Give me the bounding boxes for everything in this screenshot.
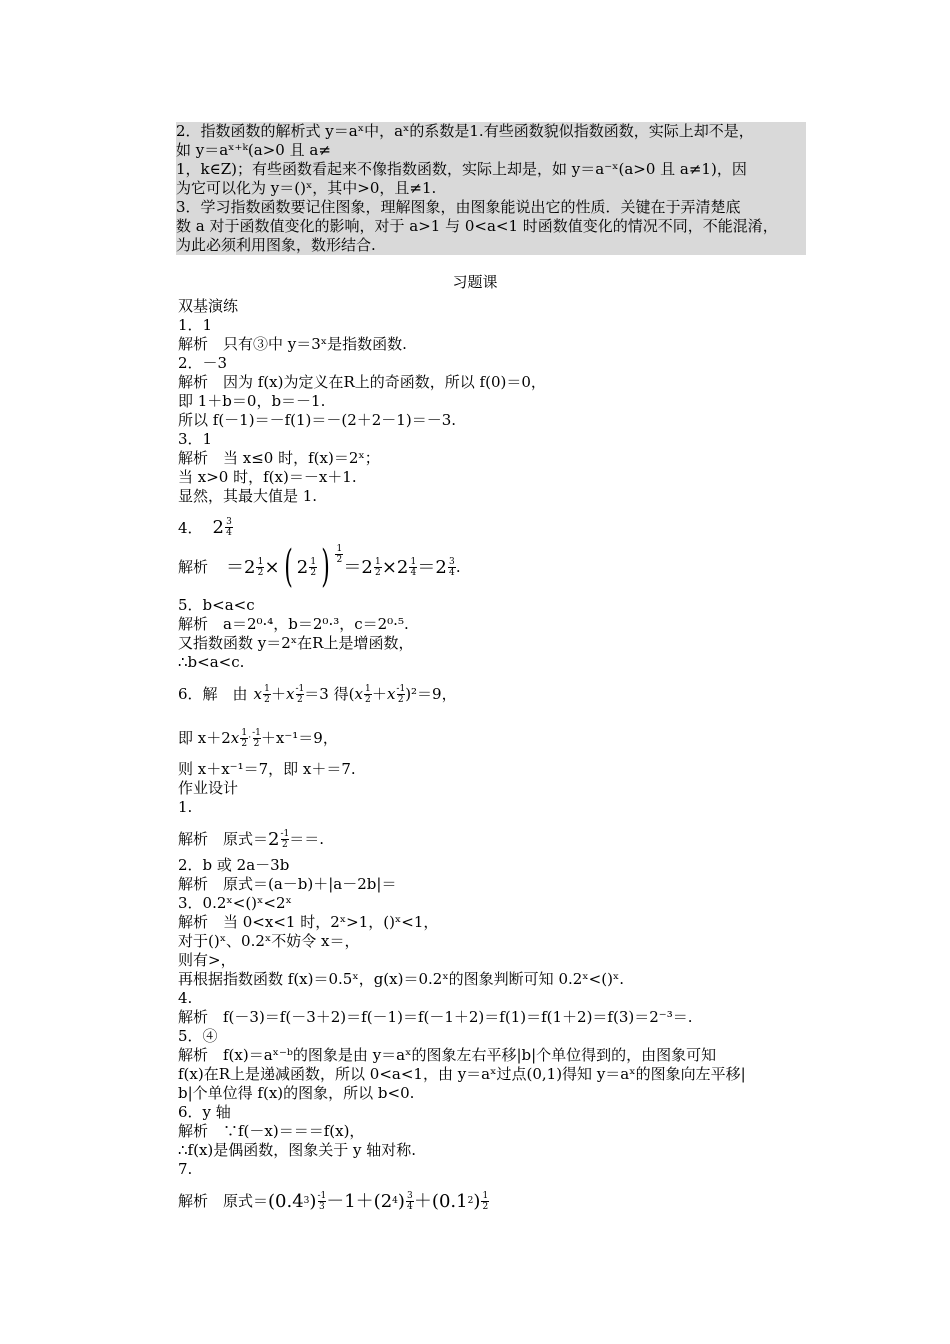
formula-sqrt-x-sum-squared: x $\frac{1}{2}$ ＋ x $\frac{-1}{2}$ [354,683,406,705]
analysis-line-hw7: 解析 原式＝ (0.4 3 ) $\frac{-1}{3}$ －1＋(2 4 ) $\frac{3}{4}$ ＋(0.1 2 ) $\frac{1}{2}$ [178,1190,489,1212]
note-line: 为它可以化为 y＝()ˣ，其中>0，且≠1. [176,179,437,197]
answer-line-6: 6．解 由 x $\frac{1}{2}$ ＋ x $\frac{-1}{2}$ ＝3 得( x $\frac{1}{2}$ ＋ x $\frac{-1}{2}$ )²＝9， [178,683,457,705]
analysis-line: 即 1＋b＝0，b＝－1. [178,392,326,410]
answer-line: 6．y 轴 [178,1103,231,1121]
formula-power-sum: (0.4 3 ) $\frac{-1}{3}$ －1＋(2 4 ) $\frac{3}{4}$ ＋(0.1 2 ) $\frac{1}{2}$ [268,1190,489,1212]
formula-2-pow-3-4: 2 $\frac{3}{4}$ [212,517,232,538]
highlighted-notes [176,122,806,255]
answer-line: 3．1 [178,430,213,448]
analysis-line: 又指数函数 y＝2ˣ在R上是增函数， [178,634,414,652]
analysis-line: 解析 当 0<x<1 时，2ˣ>1，()ˣ<1， [178,913,439,931]
note-line: 2．指数函数的解析式 y＝aˣ中，aˣ的系数是1.有些函数貌似指数函数，实际上却不是， [176,122,754,140]
analysis-line: 解析 a＝2⁰·⁴，b＝2⁰·³，c＝2⁰·⁵. [178,615,409,633]
analysis-line: 显然，其最大值是 1. [178,487,318,505]
analysis-line: ∴f(x)是偶函数，图象关于 y 轴对称. [178,1141,417,1159]
note-line: 如 y＝aˣ⁺ᵏ(a>0 且 a≠ [176,141,331,159]
answer-line: 3．0.2ˣ<()ˣ<2ˣ [178,894,292,912]
analysis-line: 解析 原式＝(a－b)＋|a－2b|＝ [178,875,397,893]
analysis-line: 解析 当 x≤0 时，f(x)＝2ˣ； [178,449,380,467]
formula-sqrt-x-sum: x $\frac{1}{2}$ ＋ x $\frac{-1}{2}$ [253,683,305,705]
answer-line: 5．④ [178,1027,218,1045]
answer-line: 1. [178,798,193,816]
analysis-line: 则有>， [178,951,236,969]
analysis-line-hw1: 解析 原式＝ 2 $\frac{-1}{2}$ ＝＝. [178,828,325,850]
note-line: 1，k∈Z)；有些函数看起来不像指数函数，实际上却是，如 y＝a⁻ˣ(a>0 且 a≠1)，因 [176,160,747,178]
answer-line: 2．b 或 2a－3b [178,856,290,874]
analysis-line: 解析 因为 f(x)为定义在R上的奇函数，所以 f(0)＝0， [178,373,546,391]
formula-power-product: ＝2 $\frac{1}{2}$ × ( 2 $\frac{1}{2}$ ) $\frac{1}{2}$ ＝2 $\frac{1}{2}$ ×2 $\frac{1}{4}$ ＝2 $\frac{3}{4}$ . [226,541,461,592]
answer-line: 4. [178,989,193,1007]
section-title: 习题课 [452,273,498,291]
analysis-line: 当 x>0 时，f(x)＝－x＋1. [178,468,357,486]
analysis-line: 解析 f(x)＝aˣ⁻ᵇ的图象是由 y＝aˣ的图象左右平移|b|个单位得到的，由图象可知 [178,1046,717,1064]
formula-2-pow-neg-half: 2 $\frac{-1}{2}$ [268,828,290,850]
analysis-line: 解析 ∵f(－x)＝＝＝f(x)， [178,1122,365,1140]
exercise-answers [178,297,818,1223]
answer-line: 1．1 [178,316,213,334]
analysis-line: b|个单位得 f(x)的图象，所以 b<0. [178,1084,415,1102]
analysis-line: 再根据指数函数 f(x)＝0.5ˣ，g(x)＝0.2ˣ的图象判断可知 0.2ˣ<()ˣ. [178,970,625,988]
analysis-line: 则 x＋x⁻¹＝7，即 x＋＝7. [178,760,356,778]
analysis-line: ∴b<a<c. [178,653,245,671]
answer-line: 2．－3 [178,354,228,372]
heading-homework: 作业设计 [178,779,239,797]
analysis-line: 解析 只有③中 y＝3ˣ是指数函数. [178,335,407,353]
analysis-line-6: 即 x＋2 x $\frac{1}{2}$ · $\frac{-1}{2}$ ＋x⁻¹＝9， [178,727,338,749]
note-line: 3．学习指数函数要记住图象，理解图象，由图象能说出它的性质．关键在于弄清楚底 [176,198,741,216]
answer-line-4: 4． 2 $\frac{3}{4}$ [178,517,232,538]
analysis-line: f(x)在R上是递减函数，所以 0<a<1，由 y＝aˣ过点(0,1)得知 y＝aˣ的图象向左平移| [178,1065,746,1083]
answer-line: 7. [178,1160,193,1178]
analysis-line-4: 解析 ＝2 $\frac{1}{2}$ × ( 2 $\frac{1}{2}$ ) $\frac{1}{2}$ ＝2 $\frac{1}{2}$ ×2 $\frac{1}{4}$ ＝2 $\frac{3}{4}$ . [178,541,461,592]
analysis-line: 所以 f(－1)＝－f(1)＝－(2＋2－1)＝－3. [178,411,457,429]
heading-basic-practice: 双基演练 [178,297,239,315]
analysis-line: 解析 f(－3)＝f(－3＋2)＝f(－1)＝f(－1＋2)＝f(1)＝f(1＋2)＝f(3)＝2⁻³＝. [178,1008,693,1026]
answer-line: 5．b<a<c [178,596,255,614]
analysis-line: 对于()ˣ、0.2ˣ不妨令 x＝， [178,932,360,950]
note-line: 为此必须利用图象，数形结合. [176,236,376,254]
formula-x-product: x $\frac{1}{2}$ · $\frac{-1}{2}$ [230,727,261,749]
note-line: 数 a 对于函数值变化的影响，对于 a>1 与 0<a<1 时函数值变化的情况不同，不能混淆， [176,217,778,235]
